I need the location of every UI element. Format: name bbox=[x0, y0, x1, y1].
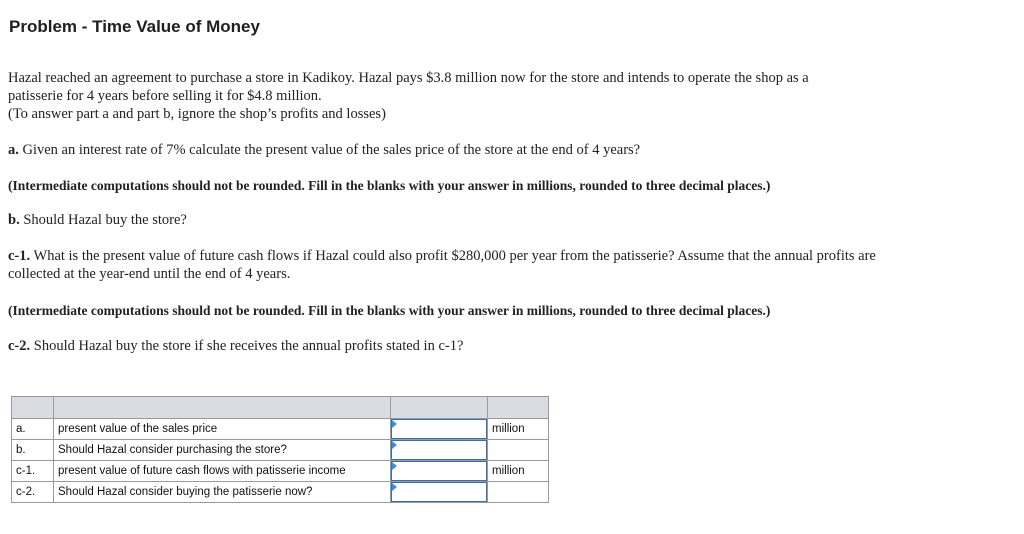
question-a-label: a. bbox=[8, 142, 19, 158]
question-c2-label: c-2. bbox=[8, 338, 31, 354]
flag-icon bbox=[392, 483, 397, 491]
header-cell-unit bbox=[488, 397, 549, 419]
question-c2-text: Should Hazal buy the store if she receives the annual profits stated in c-1? bbox=[30, 338, 464, 354]
answer-table bbox=[11, 396, 549, 503]
row-label: a. bbox=[12, 419, 54, 440]
row-unit: million bbox=[488, 461, 549, 482]
answer-table-header bbox=[12, 397, 549, 419]
row-description: Should Hazal consider buying the patisserie now? bbox=[54, 482, 391, 503]
question-c2 bbox=[8, 337, 463, 355]
table-row bbox=[12, 461, 549, 482]
flag-icon bbox=[392, 420, 397, 428]
header-cell-label bbox=[12, 397, 54, 419]
question-a-text: Given an interest rate of 7% calculate the present value of the sales price of the store at the end of 4 years? bbox=[18, 142, 641, 158]
table-row bbox=[12, 482, 549, 503]
row-label: c-2. bbox=[12, 482, 54, 503]
answer-b-input[interactable] bbox=[391, 440, 487, 460]
table-row bbox=[12, 419, 549, 440]
intro-line-3: (To answer part a and part b, ignore the shop’s profits and losses) bbox=[8, 106, 386, 122]
flag-icon bbox=[392, 441, 397, 449]
rounding-note-2-text: (Intermediate computations should not be rounded. Fill in the blanks with your answer in millions, rounded to three decimal places.) bbox=[8, 303, 771, 318]
intro-line-1: Hazal reached an agreement to purchase a store in Kadikoy. Hazal pays $3.8 million now for the store and intends to operate the shop as a bbox=[8, 70, 809, 86]
row-label: b. bbox=[12, 440, 54, 461]
question-b-text: Should Hazal buy the store? bbox=[19, 212, 187, 228]
question-c1-text: What is the present value of future cash flows if Hazal could also profit $280,000 per year from the patisserie? Assume that the annual profits are collected at the year-end until the end of 4 years. bbox=[8, 248, 876, 282]
row-unit bbox=[488, 482, 549, 503]
row-unit bbox=[488, 440, 549, 461]
page-title: Problem - Time Value of Money bbox=[9, 17, 260, 36]
row-description: present value of the sales price bbox=[54, 419, 391, 440]
answer-a-input[interactable] bbox=[391, 419, 487, 439]
table-row bbox=[12, 440, 549, 461]
row-description: Should Hazal consider purchasing the store? bbox=[54, 440, 391, 461]
row-description: present value of future cash flows with patisserie income bbox=[54, 461, 391, 482]
answer-c2-input[interactable] bbox=[391, 482, 487, 502]
question-b bbox=[8, 211, 187, 229]
intro-line-2: patisserie for 4 years before selling it for $4.8 million. bbox=[8, 88, 322, 104]
question-c1-label: c-1. bbox=[8, 248, 31, 264]
flag-icon bbox=[392, 462, 397, 470]
question-b-label: b. bbox=[8, 212, 20, 228]
header-cell-description bbox=[54, 397, 391, 419]
row-label: c-1. bbox=[12, 461, 54, 482]
header-cell-answer bbox=[391, 397, 488, 419]
rounding-note-2 bbox=[8, 302, 770, 320]
problem-intro bbox=[8, 69, 809, 123]
rounding-note-1-text: (Intermediate computations should not be rounded. Fill in the blanks with your answer in millions, rounded to three decimal places.) bbox=[8, 178, 771, 193]
row-unit: million bbox=[488, 419, 549, 440]
rounding-note-1 bbox=[8, 177, 770, 195]
answer-c1-input[interactable] bbox=[391, 461, 487, 481]
question-c1 bbox=[8, 247, 918, 283]
question-a bbox=[8, 141, 640, 159]
